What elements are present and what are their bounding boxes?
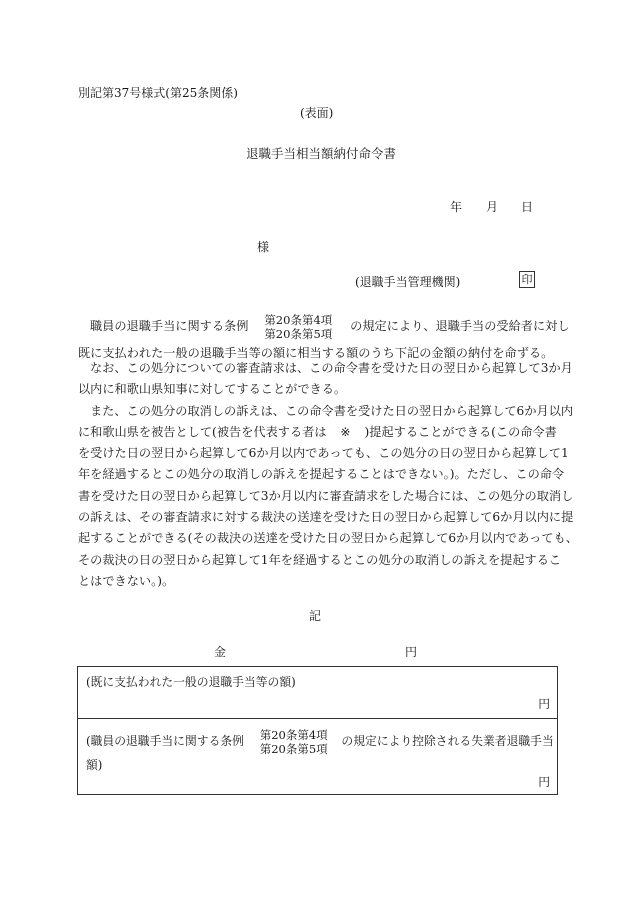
ordinance-name: 職員の退職手当に関する条例 [90, 319, 249, 333]
form-number: 別記第37号様式(第25条関係) [78, 86, 238, 100]
amount-table [77, 666, 558, 795]
p3-line-2 [78, 422, 560, 443]
table-row-paid-amount [78, 667, 557, 718]
date-year: 年 [450, 200, 463, 214]
p3-line-8: その裁決の日の翌日から起算して1年を経過するとこの処分の取消しの訴えを提起するこ [78, 552, 562, 567]
body-paragraphs [78, 358, 578, 592]
p3-line-2b: )提起することができる(この命令書 [364, 424, 557, 439]
issuer-label: (退職手当管理機関) [355, 275, 461, 289]
seal-mark: 印 [519, 271, 535, 288]
p1-line-2: 既に支払われた一般の退職手当等の額に相当する額のうち下記の金額の納付を命ずる。 [78, 346, 554, 360]
paid-amount-unit: 円 [538, 697, 550, 711]
deduction-line-2: 額) [86, 758, 103, 772]
p3-line-9: とはできない。)。 [78, 573, 175, 588]
deduction-article-2: 第20条第5項 [259, 742, 328, 756]
deduction-line-1 [86, 726, 554, 756]
paid-amount-label: (既に支払われた一般の退職手当等の額) [86, 675, 296, 689]
amount-label: 金 [214, 645, 227, 659]
deduction-continuation: の規定により控除される失業者退職手当 [341, 734, 554, 748]
side-label: (表面) [300, 106, 334, 120]
deduction-article-1: 第20条第4項 [259, 728, 328, 742]
p3-line-4: 年を経過するとこの処分の取消しの訴えを提起することはできない。)。ただし、この命令 [78, 467, 565, 482]
p3-line-2a: に和歌山県を被告として(被告を代表する者は [78, 424, 327, 439]
deduction-unit: 円 [538, 775, 550, 789]
recipient-suffix: 様 [257, 240, 270, 254]
deduction-article-choice [260, 728, 328, 756]
date-month: 月 [486, 200, 499, 214]
p3-line-1: また、この処分の取消しの訴えは、この命令書を受けた日の翌日から起算して6か月以内 [90, 403, 574, 418]
article-choice [264, 313, 332, 341]
amount-unit: 円 [405, 645, 418, 659]
table-row-deduction [78, 718, 557, 794]
p3-line-3: を受けた日の翌日から起算して6か月以内であっても、この処分の日の翌日から起算して1 [78, 446, 569, 461]
p2-line-1: なお、この処分についての審査請求は、この命令書を受けた日の翌日から起算して3か月 [90, 361, 573, 375]
body-paragraph-1 [78, 309, 570, 364]
article-2: 第20条第5項 [264, 326, 333, 341]
article-1: 第20条第4項 [264, 312, 333, 327]
deduction-ordinance: (職員の退職手当に関する条例 [86, 734, 244, 748]
p1-continuation: の規定により、退職手当の受給者に対し [350, 319, 570, 333]
date-day: 日 [521, 200, 534, 214]
p3-line-6: の訴えは、その審査請求に対する裁決の送達を受けた日の翌日から起算して6か月以内に提 [78, 510, 574, 525]
document-title: 退職手当相当額納付命令書 [246, 146, 397, 161]
p3-mark: ※ [340, 424, 351, 439]
p2-line-2: 以内に和歌山県知事に対してすることができる。 [78, 382, 347, 397]
note-heading: 記 [309, 609, 322, 623]
p3-line-7: 起することができる(その裁決の送達を受けた日の翌日から起算して6か月以内であっても、 [78, 531, 578, 546]
p3-line-5: 書を受けた日の翌日から起算して3か月以内に審査請求をした場合には、この処分の取消し [78, 488, 574, 503]
